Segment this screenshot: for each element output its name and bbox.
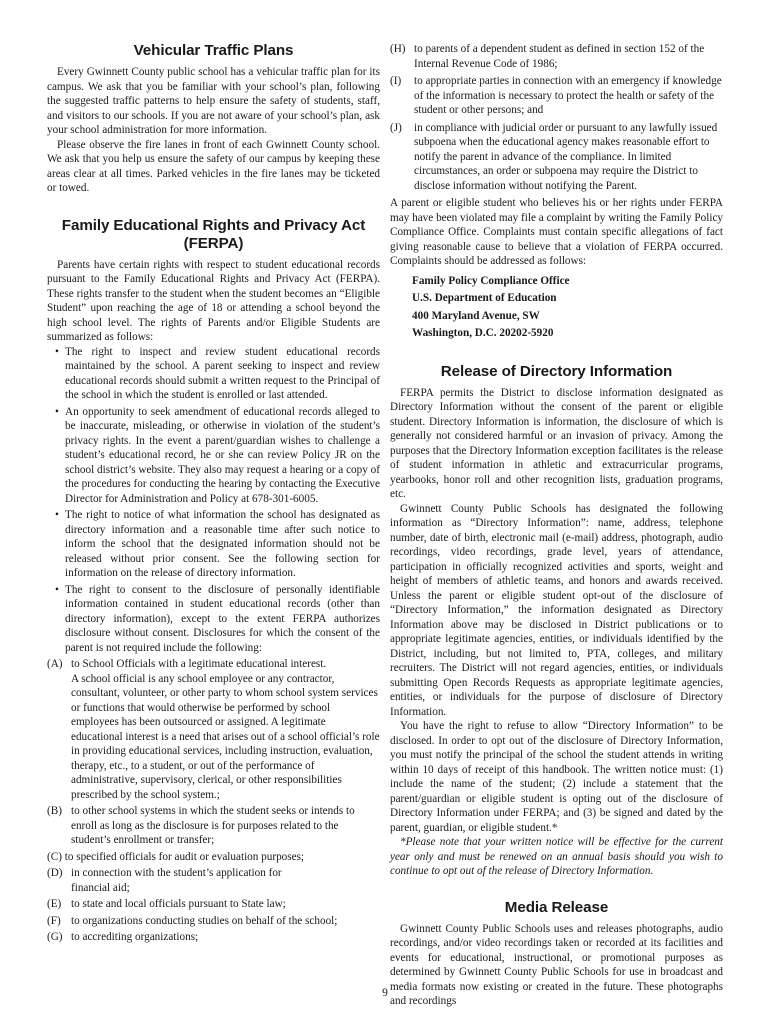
- disclosure-label: (A): [47, 658, 63, 670]
- disclosure-text: to parents of a dependent student as defined in section 152 of the Internal Revenue Code of 1986;: [414, 43, 705, 70]
- media-release-paragraph: Gwinnett County Public Schools uses and releases photographs, audio recordings, and/or video recordings taken or recorded at its facilities and events for educational, instructional, or promotional purposes as determined by Gwinnett County Public Schools for use in broadcast and media formats now existing or created in the future. These photographs and recordings: [390, 922, 723, 1007]
- disclosure-label: (E): [47, 898, 62, 910]
- disclosure-item: [47, 866, 380, 895]
- disclosure-text: in connection with the student’s application for financial aid;: [71, 867, 282, 894]
- disclosure-label: (D): [47, 867, 63, 879]
- disclosure-item: [47, 897, 380, 912]
- right-column: [390, 42, 723, 1009]
- vehicular-traffic-section: [47, 42, 380, 196]
- directory-note: *Please note that your written notice will be effective for the current year only and must be renewed on an annual basis should you wish to continue to opt out of the release of Directory Information.: [390, 836, 723, 877]
- address-line: U.S. Department of Education: [412, 292, 557, 304]
- disclosure-list-left: [47, 657, 380, 945]
- ferpa-right-notice: • The right to notice of what information the school has designated as directory information and a reasonable time after such notice to inform the school that the designated information should not be released without prior consent. See the following section for information on the release of directory information.: [47, 508, 380, 581]
- disclosure-item: [390, 74, 723, 118]
- disclosure-item: [47, 657, 380, 802]
- directory-information-heading: Release of Directory Information: [440, 362, 673, 380]
- disclosure-item: [390, 42, 723, 71]
- directory-paragraph: You have the right to refuse to allow “Directory Information” to be disclosed. In order to opt out of the disclosure of Directory Information, you must notify the principal of the school the student attends in writing within 10 days of receipt of this handbook. The written notice must: (1) include the name of the student; (2) include a statement that the parent/guardian or eligible student is opting out of the disclosure of Directory Information under FERPA; and (3) be signed and dated by the parent, guardian, or eligible student.*: [390, 720, 723, 834]
- directory-paragraph: FERPA permits the District to disclose information designated as Directory Information without the consent of the parent or eligible student. Directory Information is information, the disclosure of which is generally not considered harmful or an invasion of privacy. Among the purposes that the Directory Information exception facilitates is the release of student information in athletic and extracurricular programs, yearbooks, honor roll and other recognition lists, graduation programs, etc.: [390, 386, 723, 500]
- disclosure-text: in compliance with judicial order or pursuant to any lawfully issued subpoena when the educational agency makes reasonable effort to notify the parent in advance of the compliance. In limited circumstances, an order or subpoena may require the District to disclose information without notifying the Parent.: [414, 121, 718, 192]
- ferpa-section: [47, 217, 380, 945]
- disclosure-text: to state and local officials pursuant to State law;: [71, 898, 286, 910]
- ferpa-rights-list: [47, 345, 380, 656]
- disclosure-item: [47, 804, 380, 848]
- address-line: Washington, D.C. 20202-5920: [412, 327, 554, 339]
- disclosure-label: (J): [390, 121, 402, 134]
- ferpa-right-inspect: • The right to inspect and review student educational records maintained by the school. A parent seeking to inspect and review educational records should submit a written request to the Principal of the school in which the student is enrolled or last attended.: [47, 345, 380, 403]
- page-number: 9: [382, 987, 388, 999]
- ferpa-intro: Parents have certain rights with respect to student educational records pursuant to the Family Educational Rights and Privacy Act (FERPA). These rights transfer to the student when the student becomes an “Eligible Student” upon reaching the age of 18 or attending a school beyond the high school level. The rights of Parents and/or Eligible Students are summarized as follows:: [47, 258, 380, 343]
- disclosure-label: (C): [47, 850, 62, 863]
- complaint-paragraph: A parent or eligible student who believes his or her rights under FERPA may have been violated may file a complaint by writing the Family Policy Compliance Office. Complaints must contain specific allegations of fact giving reasonable cause to believe that a violation of FERPA occurred. Complaints should be addressed as follows:: [390, 197, 723, 267]
- disclosure-item: [47, 850, 380, 865]
- disclosure-text: to appropriate parties in connection with an emergency if knowledge of the information is necessary to protect the health or safety of the student or other persons; and: [414, 75, 722, 116]
- compliance-office-address: [412, 273, 723, 343]
- disclosure-label: (B): [47, 805, 62, 817]
- vehicular-traffic-paragraph: Every Gwinnett County public school has a vehicular traffic plan for its campus. We ask that you be familiar with your school’s plan, following the suggested traffic patterns to help ensure the safety of students, staff, and visitors to our schools. If you are not aware of your school’s plan, ask your school administration for more information.: [47, 66, 380, 136]
- media-release-heading: Media Release: [504, 898, 609, 916]
- disclosure-text: to specified officials for audit or evaluation purposes;: [64, 850, 305, 863]
- disclosure-text: to other school systems in which the student seeks or intends to enroll as long as the disclosure is for purposes related to the student’s enrollment or transfer;: [71, 805, 355, 846]
- disclosure-item: [47, 930, 380, 945]
- directory-information-section: [390, 363, 723, 879]
- address-line: 400 Maryland Avenue, SW: [412, 309, 540, 322]
- left-column: [47, 42, 380, 947]
- ferpa-heading: Family Educational Rights and Privacy Act (FERPA): [61, 216, 366, 252]
- disclosure-text: to accrediting organizations;: [71, 931, 199, 943]
- disclosure-text: to School Officials with a legitimate educational interest.: [71, 658, 327, 670]
- address-line: Family Policy Compliance Office: [412, 274, 570, 287]
- disclosure-label: (F): [47, 914, 61, 927]
- disclosure-label: (H): [390, 43, 406, 55]
- directory-paragraph: Gwinnett County Public Schools has designated the following information as “Directory Information”: name, address, telephone number, date of birth, electronic mail (e-mail) address, photograph, audio recordings, video recordings, grade level, years of attendance, participation in officially recognized activities and sports, weight and height of members of athletic teams, and honors and awards received. Unless the parent or eligible student opt-out of the disclosure of “Directory Information,” the information designated as Directory Information above may be disclosed in District publications or to appropriate legitimate agencies, entities, or individuals identified by the District, including, but not limited to, PTA, colleges, and military recruiters. The District will not regard agencies, entities, or individuals submitting Open Records Requests as appropriate legitimate agencies, entities, or individuals for the purpose of disclosure of Directory Information.: [390, 502, 723, 718]
- disclosure-list-right: [390, 42, 723, 193]
- disclosure-text: to organizations conducting studies on behalf of the school;: [71, 914, 338, 927]
- vehicular-traffic-heading: Vehicular Traffic Plans: [133, 42, 294, 59]
- disclosure-subtext: A school official is any school employee or any contractor, consultant, volunteer, or other party to whom school system services or functions that would otherwise be performed by school employees has been outsourced or assigned. A legitimate educational interest is a need that arises out of a school official’s role in providing educational services, including instruction, evaluation, therapy, etc., to a student, or out of the performance of administrative, supervisory, clerical, or other responsibilities prescribed by the school system.;: [71, 672, 380, 801]
- disclosure-label: (G): [47, 931, 63, 943]
- disclosure-item: [390, 121, 723, 194]
- disclosure-item: [47, 914, 380, 929]
- ferpa-right-consent-text: • The right to consent to the disclosure of personally identifiable information contained in student educational records (other than directory information), except to the extent FERPA authorizes disclosure without consent. Disclosures for which the consent of the parent is not required include the following:: [65, 583, 380, 654]
- ferpa-right-amend: • An opportunity to seek amendment of educational records alleged to be inaccurate, misleading, or otherwise in violation of the student’s privacy rights. In the event a parent/guardian wishes to challenge a student’s educational record, he or she can review Policy JR on the school district’s website. They also may request a hearing or a copy of the procedures for conducting the hearing by contacting the Executive Director for Administration and Policy at 678-301-6005.: [47, 405, 380, 507]
- ferpa-right-consent: [47, 583, 380, 656]
- fire-lanes-paragraph: Please observe the fire lanes in front of each Gwinnett County school. We ask that you help us ensure the safety of our campus by keeping these areas clear at all times. Parked vehicles in the fire lanes may be ticketed or towed.: [47, 138, 380, 194]
- disclosure-label: (I): [390, 75, 402, 87]
